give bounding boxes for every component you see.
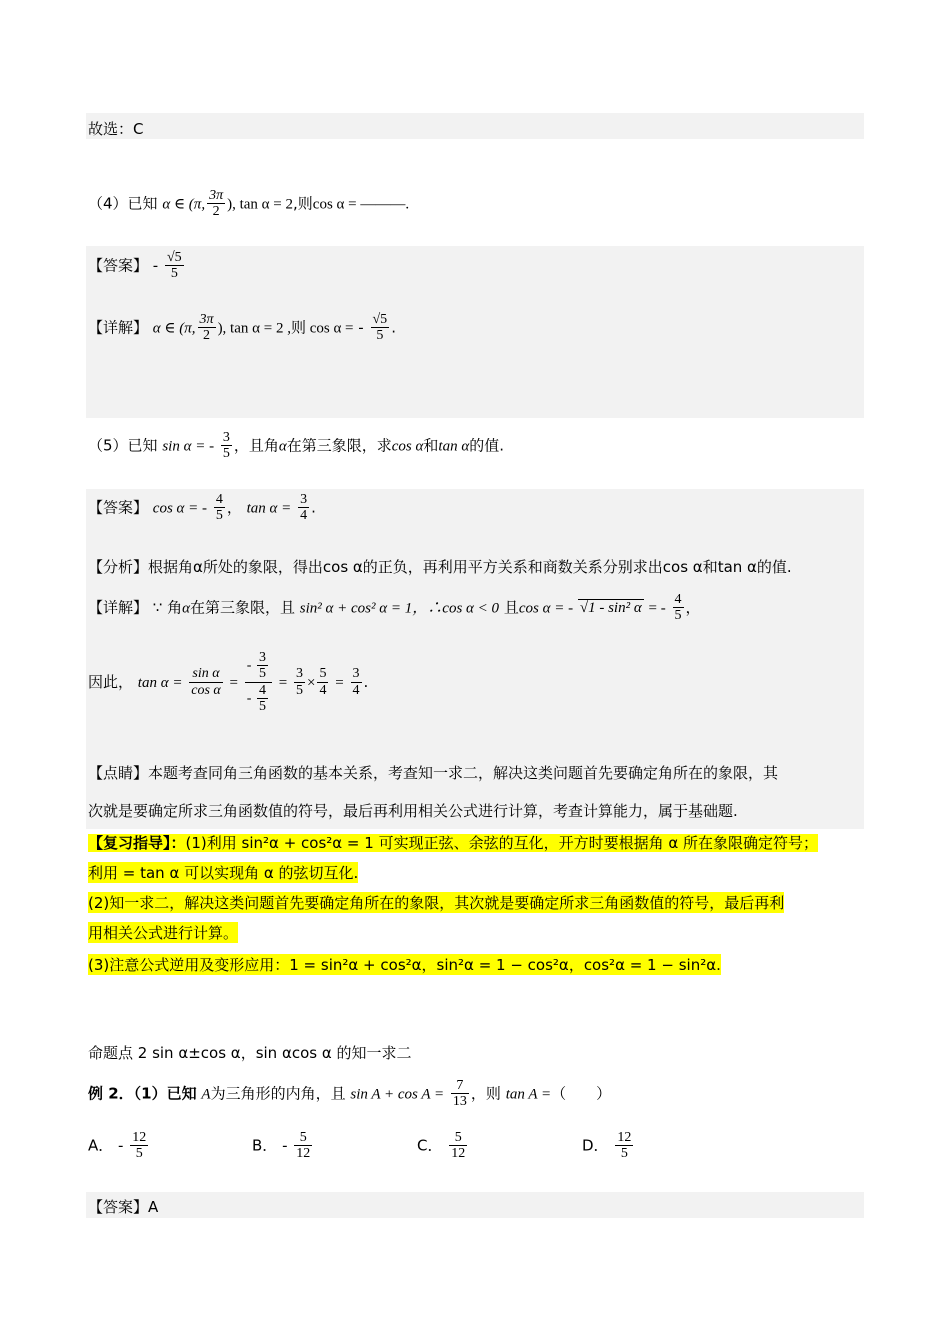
sqrt-expression: √1 - sin² α	[579, 600, 642, 617]
q5-answer: 【答案】 cos α = - $\frac{4}{5}$ ， tan α = $\frac{3}{4}$ .	[88, 492, 316, 524]
review-line5: (3)注意公式逆用及变形应用：1 = sin²α + cos²α，sin²α = 1 − cos²α，cos²α = 1 − sin²α.	[88, 956, 721, 974]
q5-hence: 因此， tan α = $\frac{\text{sin α}}{\text{cos α}}$ = - $\frac{3}{5}$ - $\frac{4}{5}$ = $\frac{3}{5}$ × $\frac{5}{4}$ = $\frac{3}{4}$ .	[88, 650, 369, 715]
q5-analysis: 【分析】根据角α所处的象限，得出cos α的正负，再利用平方关系和商数关系分别求出cos α和tan α的值.	[88, 558, 792, 576]
q5-question: （5）已知 sin α = - $\frac{3}{5}$ ，且角α在第三象限，求cos α和tan α的值.	[88, 430, 504, 462]
q5-detail: 【详解】 ∵ 角α在第三象限，且 sin² α + cos² α = 1，∴cos α < 0 且cos α = - √1 - sin² α = - $\frac{4}{5}$ ，	[88, 592, 701, 624]
comment-line2: 次就是要确定所求三角函数值的符号，最后再利用相关公式进行计算，考查计算能力，属于基础题.	[88, 802, 738, 820]
option-b[interactable]: B． - $\frac{5}{12}$	[252, 1130, 311, 1162]
option-c[interactable]: C． $\frac{5}{12}$	[417, 1130, 466, 1162]
answer-block-ex2	[86, 1192, 864, 1218]
option-d[interactable]: D． $\frac{12}{5}$	[582, 1130, 632, 1162]
answer-block-top	[86, 113, 864, 139]
topic-title: 命题点 2 sin α±cos α，sin αcos α 的知一求二	[88, 1044, 412, 1062]
example2-question: 例 2．（1）已知 A为三角形的内角，且 sin A + cos A = $\frac{7}{13}$ ，则 tan A =（ ）	[88, 1078, 612, 1110]
review-line4: 用相关公式进行计算。	[88, 924, 239, 942]
comment-line1: 【点睛】本题考查同角三角函数的基本关系，考查知一求二，解决这类问题首先要确定角所在的象限，其	[88, 764, 779, 782]
review-line1: 【复习指导】：(1)利用 sin²α + cos²α = 1 可实现正弦、余弦的互化，开方时要根据角 α 所在象限确定符号；	[88, 834, 819, 852]
option-a[interactable]: A． - $\frac{12}{5}$	[88, 1130, 147, 1162]
q4-detail: 【详解】 α ∈ (π, $\frac{3\pi}{2}$ ), tan α = 2 ,则 cos α = - $\frac{√5}{5}$ .	[88, 312, 396, 344]
compound-fraction: - $\frac{3}{5}$ - $\frac{4}{5}$	[245, 650, 272, 715]
example2-answer: 【答案】A	[88, 1198, 159, 1216]
q4-question: （4）已知 α ∈ (π, $\frac{3\pi}{2}$ ), tan α = 2,则cos α = ———.	[88, 188, 410, 220]
top-answer-line: 故选：C	[88, 120, 144, 138]
review-line2: 利用 = tan α 可以实现角 α 的弦切互化.	[88, 864, 359, 882]
review-line3: (2)知一求二，解决这类问题首先要确定角所在的象限，其次就是要确定所求三角函数值的符号，最后再利	[88, 894, 785, 912]
q4-answer: 【答案】 - $\frac{√5}{5}$	[88, 250, 182, 282]
